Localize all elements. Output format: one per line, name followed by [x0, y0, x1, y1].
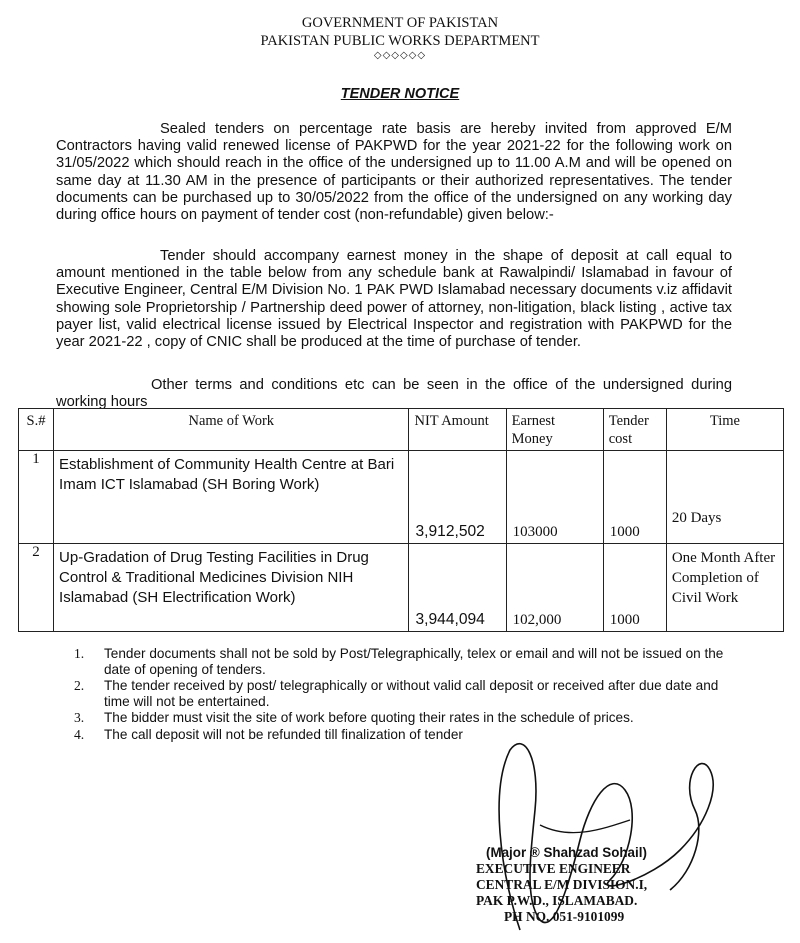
header-tender-cost: Tender cost	[603, 409, 666, 451]
row-earnest-money: 103000	[512, 524, 558, 540]
note-item	[74, 710, 734, 726]
department-line: PAKISTAN PUBLIC WORKS DEPARTMENT	[260, 33, 540, 49]
header-ornament: ◇◇◇◇◇◇	[373, 50, 427, 61]
paragraph-earnest-money-text: Tender should accompany earnest money in the shape of deposit at call equal to amount mentioned in the table below from any schedule bank at Rawalpindi/ Islamabad in favour of Executive Engineer, Central E/M Division No. 1 PAK PWD Islamabad necessary documents v.iz affidavit showing sole Proprietorship / Partnership deed power of attorney, non-litigation, black listing , active tax payer list, valid electrical license issued by Electrical Inspector and registration with PAKPWD for the year 2021-22 , copy of CNIC shall be produced at the time of purchase of tender.	[56, 248, 732, 351]
table-row	[19, 451, 784, 544]
row-earnest-money-cell	[506, 544, 603, 632]
tender-table	[18, 408, 784, 632]
row-earnest-money: 102,000	[512, 612, 562, 628]
note-text: Tender documents shall not be sold by Post/Telegraphically, telex or email and will not be issued on the date of opening of tenders.	[104, 646, 724, 677]
signatory-phone: PH NO. 051-9101099	[504, 909, 625, 924]
row-tender-cost: 1000	[609, 612, 640, 628]
header-sn: S.#	[19, 409, 54, 451]
note-text: The tender received by post/ telegraphically or without valid call deposit or received after due date and time will not be entertained.	[104, 678, 719, 709]
header-earnest-money: Earnest Money	[506, 409, 603, 451]
row-nit-amount: 3,912,502	[415, 523, 485, 540]
header-nit-amount: NIT Amount	[409, 409, 506, 451]
signatory-title: EXECUTIVE ENGINEER	[476, 861, 631, 876]
table-row	[19, 544, 784, 632]
row-time: 20 Days	[666, 451, 783, 544]
government-line: GOVERNMENT OF PAKISTAN	[301, 15, 499, 31]
row-tender-cost: 1000	[609, 524, 640, 540]
row-nit-amount-cell	[409, 451, 506, 544]
notice-title: TENDER NOTICE	[340, 86, 460, 102]
paragraph-invitation	[56, 121, 732, 224]
document-header	[0, 14, 800, 62]
note-item	[74, 646, 734, 677]
note-text: The call deposit will not be refunded till finalization of tender	[104, 726, 463, 742]
note-number: 1.	[74, 646, 85, 661]
row-sn: 1	[19, 451, 54, 544]
row-time: One Month After Completion of Civil Work	[666, 544, 783, 632]
paragraph-other-terms-text: Other terms and conditions etc can be seen in the office of the undersigned during working hours	[56, 377, 732, 411]
note-number: 4.	[74, 726, 85, 742]
row-tender-cost-cell	[603, 451, 666, 544]
table-header-row	[19, 409, 784, 451]
row-nit-amount-cell	[409, 544, 506, 632]
signature-block	[476, 845, 676, 925]
note-number: 3.	[74, 710, 85, 725]
header-name-of-work: Name of Work	[54, 409, 409, 451]
signatory-office: PAK P.W.D., ISLAMABAD.	[476, 893, 638, 908]
paragraph-invitation-text: Sealed tenders on percentage rate basis are hereby invited from approved E/M Contractors having valid renewed license of PAKPWD for the year 2021-22 for the following work on 31/05/2022 which should reach in the office of the undersigned up to 11.00 A.M and will be opened on same day at 11.30 AM in the presence of participants or their authorized representatives. The tender documents can be purchased up to 30/05/2022 from the office of the undersigned on any working day during office hours on payment of tender cost (non-refundable) given below:-	[56, 121, 732, 224]
header-time: Time	[666, 409, 783, 451]
row-work-name: Establishment of Community Health Centre at Bari Imam ICT Islamabad (SH Boring Work)	[54, 451, 409, 544]
row-work-name: Up-Gradation of Drug Testing Facilities in Drug Control & Traditional Medicines Division NIH Islamabad (SH Electrification Work)	[54, 544, 409, 632]
row-sn: 2	[19, 544, 54, 632]
paragraph-earnest-money	[56, 248, 732, 351]
row-nit-amount: 3,944,094	[415, 611, 485, 628]
note-number: 2.	[74, 678, 85, 693]
signatory-division: CENTRAL E/M DIVISION.I,	[476, 877, 648, 892]
row-earnest-money-cell	[506, 451, 603, 544]
note-item	[74, 678, 734, 709]
signatory-name: (Major ® Shahzad Sohail)	[486, 845, 647, 860]
notes-list	[74, 646, 734, 743]
paragraph-other-terms	[56, 377, 732, 411]
note-text: The bidder must visit the site of work before quoting their rates in the schedule of prices.	[104, 710, 634, 725]
row-tender-cost-cell	[603, 544, 666, 632]
